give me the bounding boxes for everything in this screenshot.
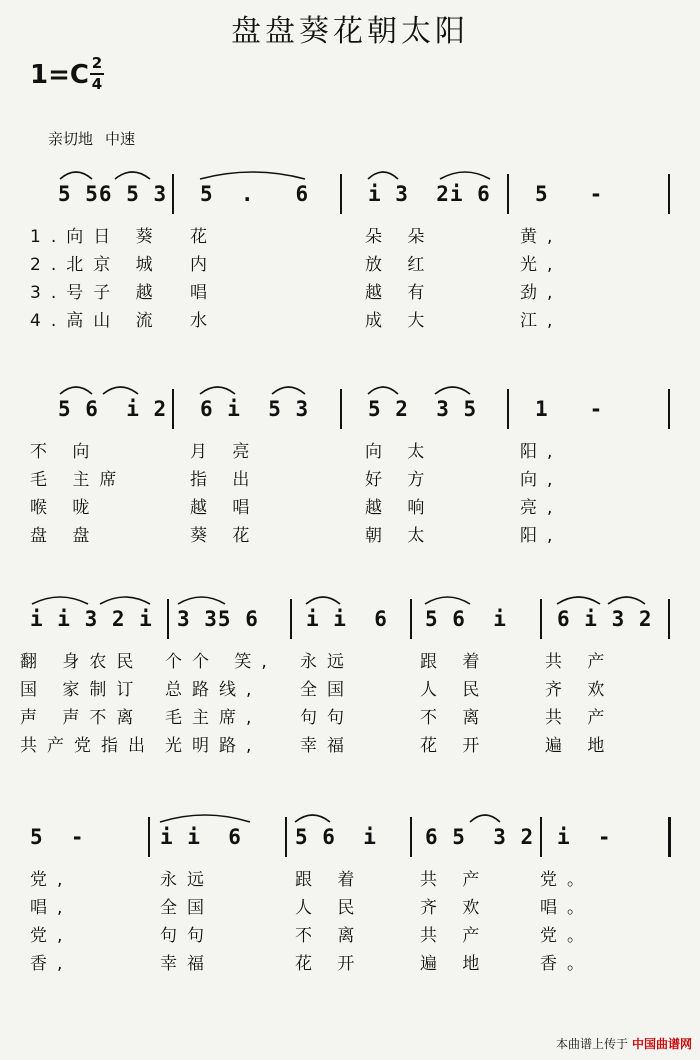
lyric-text: 盘 盘 [30, 526, 100, 546]
lyric-text: 不 离 [420, 708, 490, 728]
bar-line [507, 389, 509, 429]
upload-credit [556, 1035, 692, 1052]
lyric-text: 阳, [520, 442, 563, 462]
lyric-text: 永远 [300, 652, 354, 672]
lyric-text: 跟 着 [295, 870, 365, 890]
measure-notes: 5 6 i 2 [58, 397, 168, 421]
measure-notes: 6 i 5 3 [200, 397, 310, 421]
lyric-text: 月 亮 [190, 442, 260, 462]
lyric-text: 花 开 [420, 736, 490, 756]
slur-arc [306, 597, 340, 604]
lyric-text: 唱, [30, 898, 73, 918]
lyric-text: 光, [520, 255, 563, 275]
lyric-text: 全国 [160, 898, 214, 918]
slur-arc [295, 815, 330, 822]
lyric-text: 永远 [160, 870, 214, 890]
lyric-text: 个个 笑, [165, 652, 277, 672]
lyric-text: 黄, [520, 227, 563, 247]
lyric-text: 遍 地 [545, 736, 615, 756]
slur-arc [103, 387, 138, 394]
lyric-text: 2.北京 城 [30, 255, 163, 275]
lyric-text: 总路线, [165, 680, 262, 700]
measure-notes: i 3 2i 6 [368, 182, 491, 206]
lyric-text: 越 有 [365, 283, 435, 303]
measure-notes: 5 6 i [425, 607, 507, 631]
lyric-text: 亮, [520, 498, 563, 518]
bar-line [410, 599, 412, 639]
credit-text: 本曲谱上传于 [555, 1037, 628, 1051]
lyric-text: 跟 着 [420, 652, 490, 672]
lyric-text: 共 产 [420, 870, 490, 890]
lyric-text: 水 [190, 311, 217, 331]
lyric-text: 向, [520, 470, 563, 490]
measure-notes: 6 5 3 2 [425, 825, 535, 849]
slur-arc [470, 815, 500, 822]
lyric-text: 声 声不离 [20, 708, 144, 728]
lyric-text: 句句 [160, 926, 214, 946]
slur-arc [100, 597, 150, 604]
lyric-text: 朵 朵 [365, 227, 435, 247]
lyric-text: 人 民 [295, 898, 365, 918]
lyric-text: 劲, [520, 283, 563, 303]
slur-arc [178, 597, 225, 604]
lyric-text: 幸福 [160, 954, 214, 974]
slur-arc [200, 172, 305, 179]
lyric-text: 香。 [540, 954, 594, 974]
lyric-text: 唱。 [540, 898, 594, 918]
lyric-text: 阳, [520, 526, 563, 546]
lyric-text: 全国 [300, 680, 354, 700]
bar-line [148, 817, 150, 857]
time-signature-top: 2 [91, 54, 103, 72]
slur-arc [160, 815, 250, 822]
bar-line [507, 174, 509, 214]
key-signature: 1=C [30, 60, 89, 90]
lyric-text: 幸福 [300, 736, 354, 756]
measure-notes: 5 - [535, 182, 604, 206]
lyric-text: 共 产 [545, 708, 615, 728]
measure-notes: 5 6 i [295, 825, 377, 849]
measure-notes: 1 - [535, 397, 604, 421]
measure-notes: i i 6 [306, 607, 388, 631]
lyric-text: 共 产 [420, 926, 490, 946]
lyric-text: 齐 欢 [545, 680, 615, 700]
bar-line [668, 174, 670, 214]
slur-arc [557, 597, 600, 604]
measure-notes: i - [557, 825, 612, 849]
lyric-text: 1.向日 葵 [30, 227, 163, 247]
slur-arc [435, 387, 470, 394]
lyric-text: 放 红 [365, 255, 435, 275]
bar-line [410, 817, 412, 857]
bar-line [540, 599, 542, 639]
lyric-text: 党。 [540, 870, 594, 890]
lyric-text: 人 民 [420, 680, 490, 700]
bar-line [668, 599, 670, 639]
tempo-marking [48, 128, 135, 149]
bar-line [172, 389, 174, 429]
slur-arc [425, 597, 470, 604]
lyric-text: 喉 咙 [30, 498, 100, 518]
lyric-text: 共产党指出 [20, 736, 155, 756]
measure-notes: i i 6 [160, 825, 242, 849]
measure-notes: i i 3 2 i [30, 607, 153, 631]
page-title: 盘盘葵花朝太阳 [231, 14, 469, 49]
bar-line [340, 174, 342, 214]
site-logo: 中国曲谱网 [631, 1037, 692, 1051]
lyric-text: 党, [30, 870, 73, 890]
slur-arc [368, 172, 398, 179]
lyric-text: 翻 身农民 [20, 652, 144, 672]
measure-notes: 5 . 6 [200, 182, 310, 206]
lyric-text: 国 家制订 [20, 680, 144, 700]
lyric-text: 毛主席, [165, 708, 262, 728]
lyric-text: 香, [30, 954, 73, 974]
measure-notes: 3 35 6 [177, 607, 259, 631]
lyric-text: 江, [520, 311, 563, 331]
slur-arc [368, 387, 398, 394]
time-signature-bottom: 4 [91, 75, 103, 93]
bar-line [290, 599, 292, 639]
bar-line [668, 817, 671, 857]
lyric-text: 成 大 [365, 311, 435, 331]
tempo-speed: 中速 [105, 130, 136, 148]
lyric-text: 指 出 [190, 470, 260, 490]
bar-line [285, 817, 287, 857]
measure-notes: 5 2 3 5 [368, 397, 478, 421]
lyric-text: 向 太 [365, 442, 435, 462]
lyric-text: 党。 [540, 926, 594, 946]
lyric-text: 遍 地 [420, 954, 490, 974]
lyric-text: 光明路, [165, 736, 262, 756]
lyric-text: 花 [190, 227, 217, 247]
lyric-text: 内 [190, 255, 217, 275]
bar-line [167, 599, 169, 639]
lyric-text: 好 方 [365, 470, 435, 490]
measure-notes: 6 i 3 2 [557, 607, 653, 631]
bar-line [540, 817, 542, 857]
slur-arc [60, 387, 92, 394]
lyric-text: 齐 欢 [420, 898, 490, 918]
lyric-text: 不 离 [295, 926, 365, 946]
lyric-text: 花 开 [295, 954, 365, 974]
lyric-text: 毛 主席 [30, 470, 127, 490]
measure-notes: 5 56 5 3 [58, 182, 168, 206]
lyric-text: 3.号子 越 [30, 283, 163, 303]
bar-line [340, 389, 342, 429]
time-signature [90, 56, 104, 92]
slur-arc [440, 172, 490, 179]
lyric-text: 不 向 [30, 442, 100, 462]
measure-notes: 5 - [30, 825, 85, 849]
slur-arc [200, 387, 235, 394]
slur-arc [115, 172, 150, 179]
slur-arc [32, 597, 88, 604]
lyric-text: 4.高山 流 [30, 311, 163, 331]
lyric-text: 越 唱 [190, 498, 260, 518]
slur-arc [272, 387, 305, 394]
lyric-text: 党, [30, 926, 73, 946]
lyric-text: 唱 [190, 283, 217, 303]
tempo-mood: 亲切地 [48, 130, 94, 148]
lyric-text: 共 产 [545, 652, 615, 672]
lyric-text: 句句 [300, 708, 354, 728]
slur-arc [60, 172, 92, 179]
bar-line [668, 389, 670, 429]
bar-line [172, 174, 174, 214]
lyric-text: 葵 花 [190, 526, 260, 546]
lyric-text: 越 响 [365, 498, 435, 518]
slur-arc [608, 597, 645, 604]
lyric-text: 朝 太 [365, 526, 435, 546]
